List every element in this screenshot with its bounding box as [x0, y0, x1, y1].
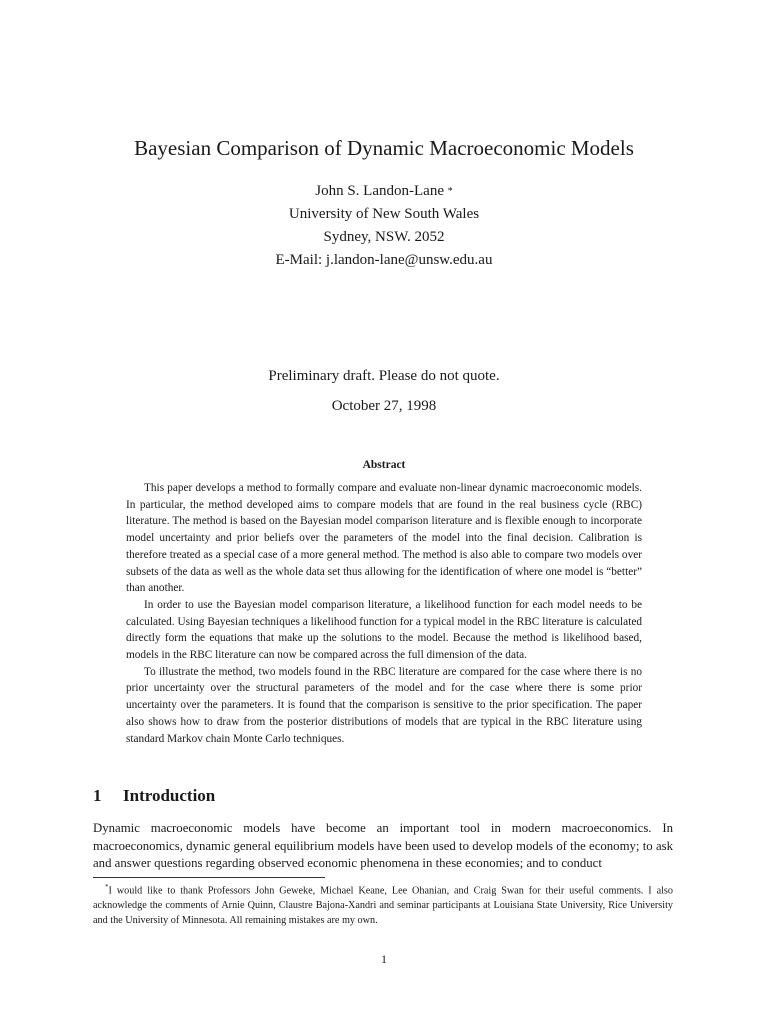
author-affiliation: University of New South Wales	[288, 206, 480, 222]
section-heading	[93, 786, 215, 806]
section-number: 1	[93, 786, 102, 805]
section-title: Introduction	[123, 786, 216, 805]
abstract-body	[126, 480, 642, 747]
abstract-paragraph: To illustrate the method, two models found in the RBC literature are compared for the case where there is no prior uncertainty over the structural parameters of the model and for the case where there is some prior uncertainty over the parameters. It is found that the comparison is sensitive to the prior specification. The paper also shows how to draw from the posterior distributions of models that are typical in the RBC literature using standard Markov chain Monte Carlo techniques.	[126, 665, 642, 745]
abstract-paragraph: This paper develops a method to formally compare and evaluate non-linear dynamic macroeconomic models. In particular, the method developed aims to compare models that are found in the real business cycle (RBC) literature. The method is based on the Bayesian model comparison literature and is flexible enough to incorporate model uncertainty and prior beliefs over the parameters of the model into the final decision. Calibration is therefore treated as a special case of a more general method. The method is also able to compare two models over subsets of the data as well as the whole data set thus allowing for the identification of where one model is “better” than another.	[126, 482, 642, 595]
author-line	[0, 180, 768, 203]
footnote	[93, 880, 673, 928]
author-email: E-Mail: j.landon-lane@unsw.edu.au	[275, 252, 493, 268]
abstract-paragraph: In order to use the Bayesian model comparison literature, a likelihood function for each model needs to be calculated. Using Bayesian techniques a likelihood function for a typical model in the RBC literature is calculated directly form the equations that make up the solutions to the model. Because the method is likelihood based, models in the RBC literature can now be compared across the full dimension of the data.	[126, 598, 642, 662]
footnote-text: I would like to thank Professors John Geweke, Michael Keane, Lee Ohanian, and Craig Swan for their useful comments. I also acknowledge the comments of Arnie Quinn, Claustre Bajona-Xandri and seminar participants at Louisiana State University, Rice University and the University of Minnesota. All remaining mistakes are my own.	[93, 885, 673, 927]
paper-title: Bayesian Comparison of Dynamic Macroeconomic Models	[134, 136, 634, 160]
footnote-divider	[93, 877, 325, 878]
author-block	[0, 180, 768, 272]
introduction-text: Dynamic macroeconomic models have become an important tool in modern macroeconomics. In macroeconomics, dynamic general equilibrium models have been used to develop models of the economy; to ask and answer questions regarding observed economic phenomena in these economies; and to conduct	[93, 821, 673, 870]
draft-note: Preliminary draft. Please do not quote.	[268, 368, 500, 384]
abstract-heading: Abstract	[362, 459, 406, 471]
author-address: Sydney, NSW. 2052	[323, 229, 445, 245]
footnote-mark: *	[105, 883, 109, 891]
page-number: 1	[381, 952, 387, 966]
author-footnote-mark: *	[447, 186, 453, 197]
paper-date: October 27, 1998	[331, 398, 437, 414]
author-name: John S. Landon-Lane	[315, 183, 444, 199]
